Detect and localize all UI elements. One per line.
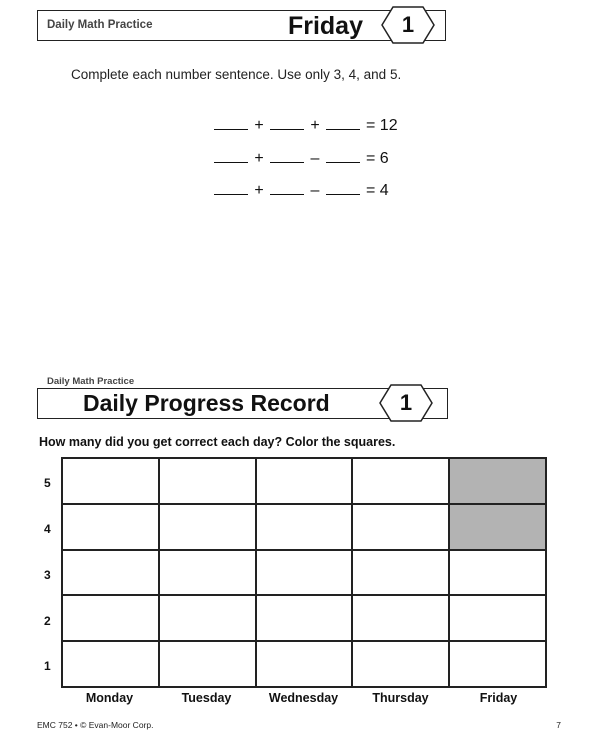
progress-square[interactable]	[352, 641, 449, 687]
progress-title: Daily Progress Record	[83, 390, 330, 416]
progress-square[interactable]	[256, 595, 353, 641]
answer-blank[interactable]	[326, 152, 360, 163]
progress-square[interactable]	[256, 550, 353, 596]
progress-square[interactable]	[62, 595, 159, 641]
progress-square[interactable]	[62, 641, 159, 687]
day-label-tuesday: Tuesday	[181, 691, 232, 705]
equation-row	[214, 117, 398, 137]
progress-square[interactable]	[352, 458, 449, 504]
progress-square[interactable]	[449, 595, 546, 641]
progress-square[interactable]	[159, 595, 256, 641]
y-label: 1	[44, 659, 51, 673]
answer-blank[interactable]	[214, 184, 248, 195]
progress-square[interactable]	[352, 504, 449, 550]
progress-square[interactable]	[62, 550, 159, 596]
progress-square[interactable]	[256, 458, 353, 504]
operator: –	[310, 182, 320, 199]
y-label: 3	[44, 568, 51, 582]
progress-square[interactable]	[159, 458, 256, 504]
operator: +	[254, 182, 264, 199]
progress-square[interactable]	[256, 641, 353, 687]
progress-square[interactable]	[449, 550, 546, 596]
day-label-wednesday: Wednesday	[268, 691, 339, 705]
y-label: 5	[44, 476, 51, 490]
progress-square[interactable]	[159, 641, 256, 687]
progress-week-number: 1	[399, 390, 413, 415]
series-label: Daily Math Practice	[47, 19, 153, 31]
answer-blank[interactable]	[214, 119, 248, 130]
progress-grid	[61, 457, 547, 688]
progress-square[interactable]	[449, 641, 546, 687]
footer-credit: EMC 752 • © Evan-Moor Corp.	[37, 720, 154, 730]
progress-square[interactable]	[159, 550, 256, 596]
day-label-friday: Friday	[479, 691, 518, 705]
progress-series-label: Daily Math Practice	[47, 376, 135, 387]
progress-square[interactable]	[62, 504, 159, 550]
answer-blank[interactable]	[326, 184, 360, 195]
progress-square[interactable]	[449, 504, 546, 550]
answer-blank[interactable]	[270, 184, 304, 195]
day-title: Friday	[287, 12, 363, 40]
operator: –	[310, 150, 320, 167]
answer-blank[interactable]	[326, 119, 360, 130]
y-label: 2	[44, 614, 51, 628]
instructions: Complete each number sentence. Use only 3, 4, and 5.	[71, 67, 402, 82]
equation-row	[214, 150, 389, 170]
progress-square[interactable]	[449, 458, 546, 504]
progress-week-badge	[379, 384, 433, 422]
progress-square[interactable]	[256, 504, 353, 550]
progress-square[interactable]	[62, 458, 159, 504]
answer-blank[interactable]	[270, 152, 304, 163]
page-number: 7	[556, 720, 561, 730]
progress-question: How many did you get correct each day? Color the squares.	[39, 435, 396, 449]
y-label: 4	[44, 522, 51, 536]
answer-blank[interactable]	[214, 152, 248, 163]
progress-square[interactable]	[352, 550, 449, 596]
equation-result: = 4	[366, 182, 389, 199]
day-label-monday: Monday	[85, 691, 134, 705]
week-badge	[381, 6, 435, 44]
equation-row	[214, 182, 389, 202]
answer-blank[interactable]	[270, 119, 304, 130]
day-label-thursday: Thursday	[372, 691, 429, 705]
operator: +	[310, 117, 320, 134]
equation-result: = 12	[366, 117, 398, 134]
equation-result: = 6	[366, 150, 389, 167]
progress-square[interactable]	[352, 595, 449, 641]
operator: +	[254, 150, 264, 167]
operator: +	[254, 117, 264, 134]
progress-square[interactable]	[159, 504, 256, 550]
week-number: 1	[401, 12, 415, 37]
